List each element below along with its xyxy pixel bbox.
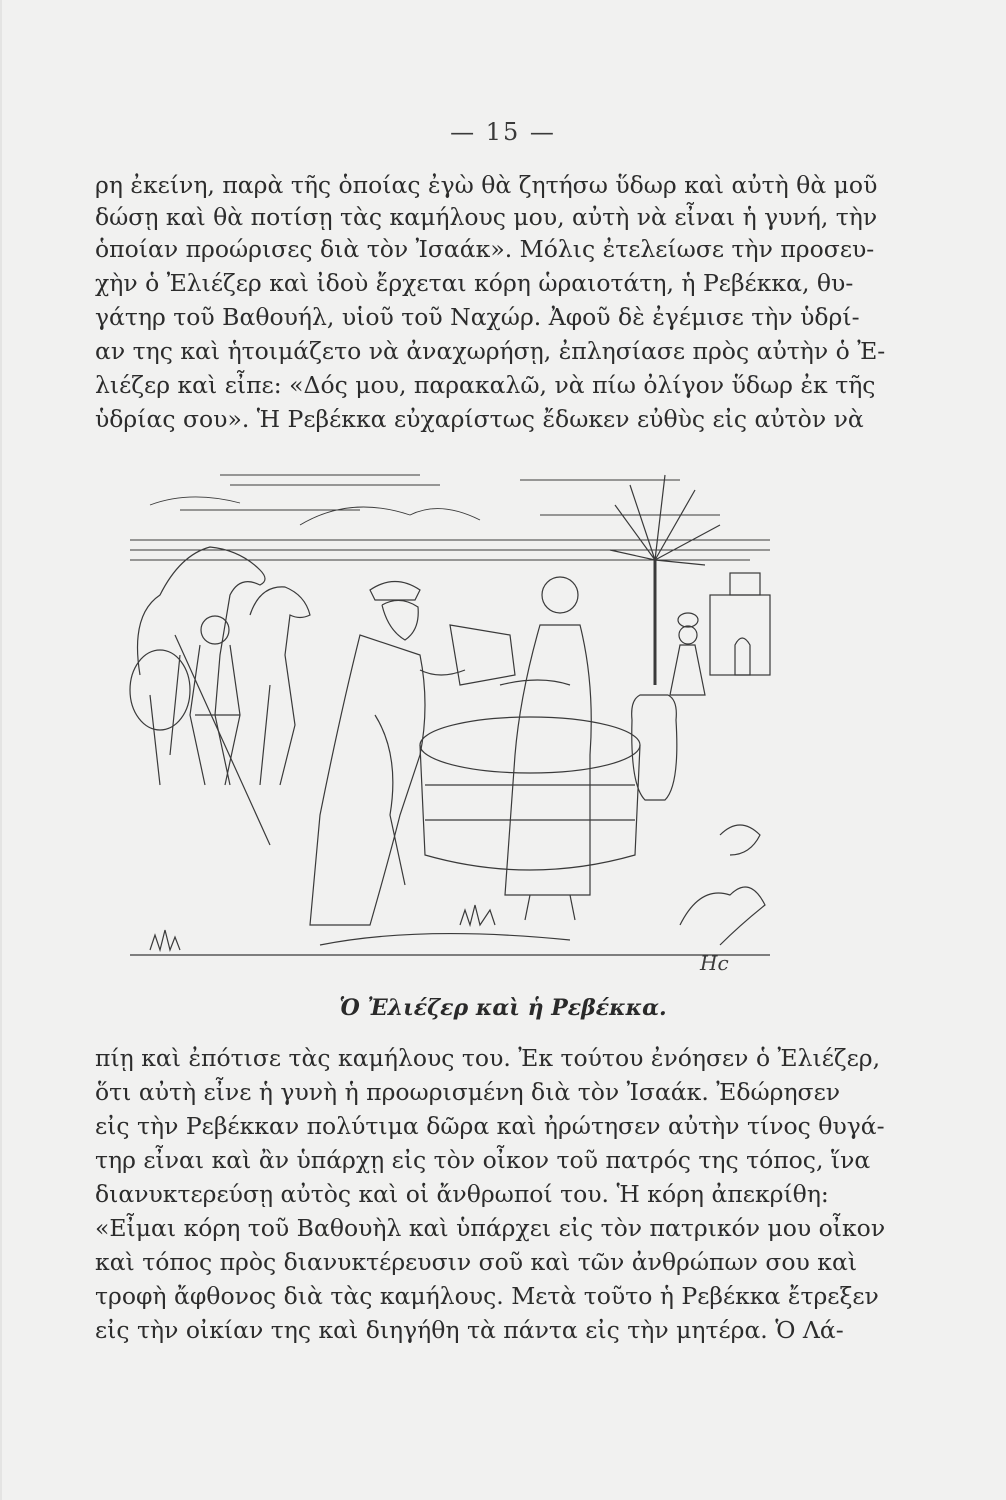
text-line: λιέζερ καὶ εἶπε: «Δός μου, παρακαλῶ, νὰ πίω ὀλίγον ὕδωρ ἐκ τῆς (95, 371, 876, 399)
text-line: ρη ἐκείνη, παρὰ τῆς ὁποίας ἐγὼ θὰ ζητήσω ὕδωρ καὶ αὐτὴ θὰ μοῦ (95, 171, 878, 199)
text-line: τηρ εἶναι καὶ ἂν ὑπάρχῃ εἰς τὸν οἶκον τοῦ πατρός της τόπος, ἵνα (95, 1146, 871, 1174)
text-line: ὁποίαν προώρισες διὰ τὸν Ἰσαάκ». Μόλις ἐτελείωσε τὴν προσευ- (95, 235, 875, 263)
text-line: καὶ τόπος πρὸς διανυκτέρευσιν σοῦ καὶ τῶν ἀνθρώπων σου καὶ (95, 1248, 858, 1276)
text-line: «Εἶμαι κόρη τοῦ Βαθουὴλ καὶ ὑπάρχει εἰς τὸν πατρικόν μου οἶκον (95, 1214, 886, 1242)
page-number: — 15 — (450, 118, 556, 146)
text-line: πίῃ καὶ ἐπότισε τὰς καμήλους του. Ἐκ τούτου ἐνόησεν ὁ Ἐλιέζερ, (95, 1044, 881, 1072)
sky-hatching (130, 475, 770, 560)
text-line: ὑδρίας σου». Ἡ Ρεβέκκα εὐχαρίστως ἔδωκεν εὐθὺς εἰς αὐτὸν νὰ (95, 405, 864, 433)
eliezer-figure (310, 582, 465, 926)
camels (130, 547, 310, 785)
page-edge (0, 0, 2, 1500)
text-line: χὴν ὁ Ἐλιέζερ καὶ ἰδοὺ ἔρχεται κόρη ὡραιοτάτη, ἡ Ρεβέκκα, θυ- (95, 269, 854, 297)
ground-foliage (130, 825, 770, 955)
artist-signature: Hc (700, 951, 729, 975)
text-line: δώσῃ καὶ θὰ ποτίσῃ τὰς καμήλους μου, αὐτὴ νὰ εἶναι ἡ γυνή, τὴν (95, 203, 878, 231)
well (420, 717, 640, 870)
text-line: εἰς τὴν Ρεβέκκαν πολύτιμα δῶρα καὶ ἠρώτησεν αὐτὴν τίνος θυγά- (95, 1112, 885, 1140)
engraving-illustration (120, 455, 780, 975)
figure-caption: Ὁ Ἐλιέζερ καὶ ἡ Ρεβέκκα. (339, 995, 667, 1021)
palm-tree (610, 475, 720, 685)
text-line: γάτηρ τοῦ Βαθουήλ, υἱοῦ τοῦ Ναχώρ. Ἀφοῦ δὲ ἐγέμισε τὴν ὑδρί- (95, 303, 860, 331)
text-line: διανυκτερεύσῃ αὐτὸς καὶ οἱ ἄνθρωποί του. Ἡ κόρη ἀπεκρίθη: (95, 1180, 829, 1208)
rebekah-figure (450, 577, 591, 920)
text-line: εἰς τὴν οἰκίαν της καὶ διηγήθη τὰ πάντα εἰς τὴν μητέρα. Ὁ Λά- (95, 1316, 844, 1344)
text-line: αν της καὶ ἡτοιμάζετο νὰ ἀναχωρήσῃ, ἐπλησίασε πρὸς αὐτὴν ὁ Ἐ- (95, 337, 886, 365)
background-woman (670, 613, 705, 695)
text-line: τροφὴ ἄφθονος διὰ τὰς καμήλους. Μετὰ τοῦτο ἡ Ρεβέκκα ἔτρεξεν (95, 1282, 879, 1310)
distant-buildings (710, 573, 770, 675)
text-line: ὅτι αὐτὴ εἶνε ἡ γυνὴ ἡ προωρισμένη διὰ τὸν Ἰσαάκ. Ἐδώρησεν (95, 1078, 841, 1106)
servant-figure (175, 616, 270, 845)
